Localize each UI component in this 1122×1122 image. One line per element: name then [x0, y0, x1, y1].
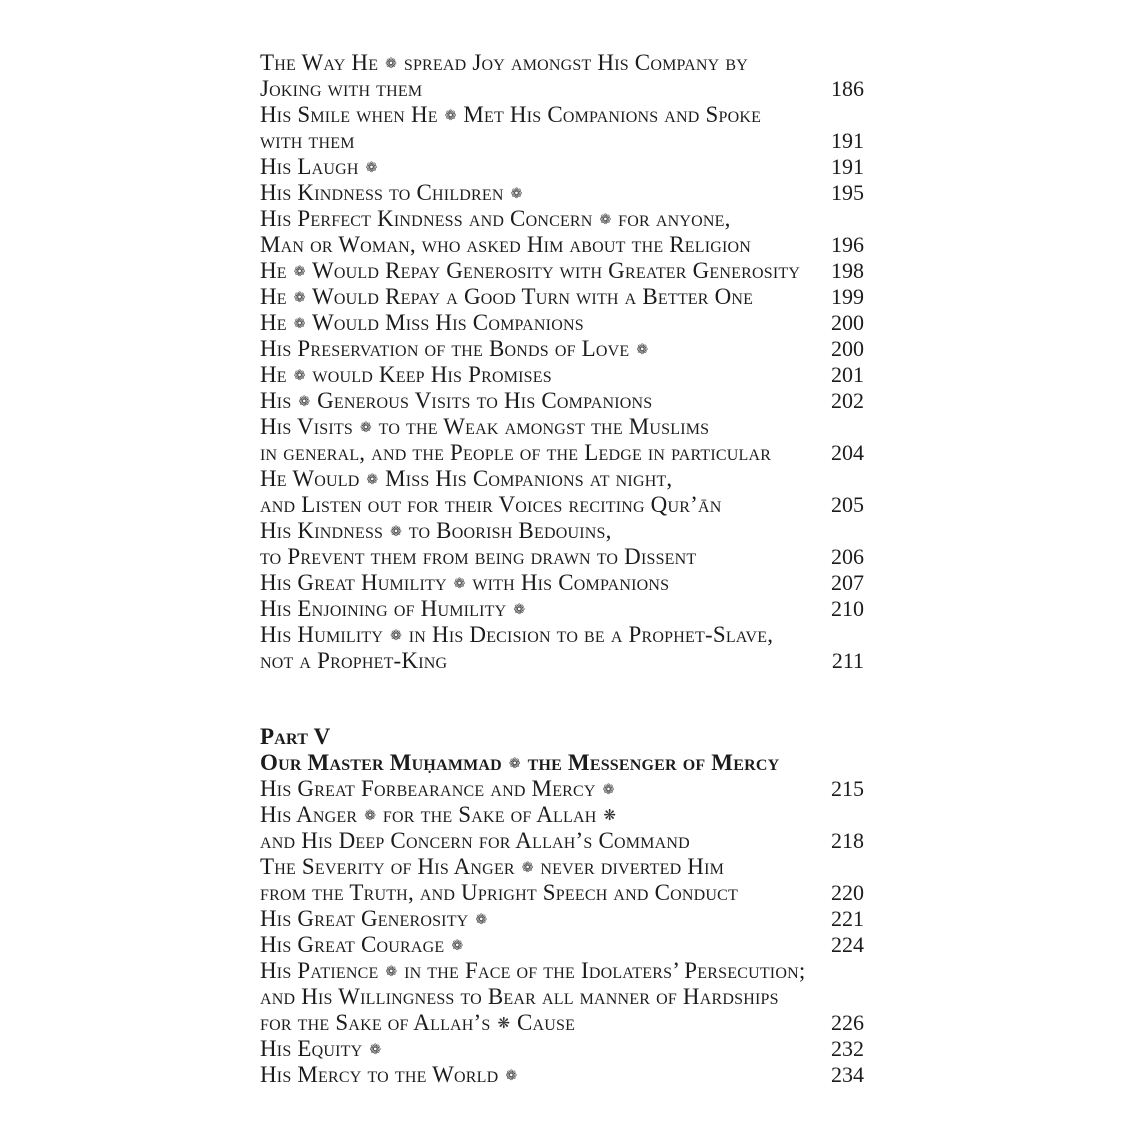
page-number: 196	[831, 232, 864, 257]
toc-line	[260, 232, 864, 258]
toc-entry-text: His Anger ❁ for the Sake of Allah ❋	[260, 802, 616, 827]
toc-line	[260, 802, 864, 828]
azza-wa-jall-symbol: ❋	[603, 806, 616, 824]
toc-entry-text: His Great Forbearance and Mercy ❁	[260, 776, 615, 801]
toc-entry-text: His Great Courage ❁	[260, 932, 464, 957]
toc-line	[260, 466, 864, 492]
pbuh-symbol: ❁	[365, 160, 378, 176]
pbuh-symbol: ❁	[366, 472, 379, 488]
toc-line	[260, 76, 864, 102]
toc-line	[260, 206, 864, 232]
page-number: 199	[831, 284, 864, 309]
toc-line	[260, 544, 864, 570]
toc-entry-text: He ❁ Would Repay Generosity with Greater Generosity	[260, 258, 801, 283]
pbuh-symbol: ❁	[510, 186, 523, 202]
page-number: 205	[831, 492, 864, 517]
toc-line	[260, 414, 864, 440]
pbuh-symbol: ❁	[385, 964, 398, 980]
page-number: 232	[831, 1036, 864, 1061]
page-number: 186	[831, 76, 864, 101]
page-number: 210	[831, 596, 864, 621]
toc-line	[260, 1062, 864, 1088]
pbuh-symbol: ❁	[508, 756, 521, 772]
toc-line	[260, 880, 864, 906]
page-number: 215	[831, 776, 864, 801]
azza-wa-jall-symbol: ❋	[497, 1014, 511, 1032]
toc-entry-text: and Listen out for their Voices reciting Qur’ān	[260, 492, 722, 517]
toc-entry-text: in general, and the People of the Ledge in particular	[260, 440, 772, 465]
page-number: 204	[831, 440, 864, 465]
pbuh-symbol: ❁	[293, 368, 306, 384]
toc-entry-text: and His Deep Concern for Allah’s Command	[260, 828, 690, 853]
toc-line	[260, 492, 864, 518]
pbuh-symbol: ❁	[359, 420, 372, 436]
page-number: 224	[831, 932, 864, 957]
page-number: 221	[831, 906, 864, 931]
pbuh-symbol: ❁	[369, 1042, 382, 1058]
toc-entry-text: Our Master Muḥammad ❁ the Messenger of Mercy	[260, 750, 780, 775]
toc-entry-text: and His Willingness to Bear all manner of Hardships	[260, 984, 779, 1009]
toc-entry-text: for the Sake of Allah’s ❋ Cause	[260, 1010, 576, 1035]
toc-entry-text: Part V	[260, 724, 331, 749]
toc-entry-text: His Great Generosity ❁	[260, 906, 488, 931]
toc-line	[260, 932, 864, 958]
table-of-contents	[260, 50, 864, 1088]
toc-line	[260, 984, 864, 1010]
page-number: 211	[831, 648, 864, 673]
toc-entry-text: His Kindness ❁ to Boorish Bedouins,	[260, 518, 612, 543]
pbuh-symbol: ❁	[293, 316, 306, 332]
pbuh-symbol: ❁	[451, 938, 464, 954]
toc-line	[260, 102, 864, 128]
toc-line	[260, 284, 864, 310]
page-number: 201	[831, 362, 864, 387]
toc-entry-text: His Enjoining of Humility ❁	[260, 596, 526, 621]
toc-entry-text: He ❁ would Keep His Promises	[260, 362, 552, 387]
toc-entry-text: He Would ❁ Miss His Companions at night,	[260, 466, 673, 491]
toc-line	[260, 128, 864, 154]
toc-line	[260, 50, 864, 76]
toc-line	[260, 180, 864, 206]
toc-entry-text: with them	[260, 128, 355, 153]
toc-entry-text: His ❁ Generous Visits to His Companions	[260, 388, 653, 413]
pbuh-symbol: ❁	[453, 576, 466, 592]
page-number: 218	[831, 828, 864, 853]
toc-entry-text: His Kindness to Children ❁	[260, 180, 523, 205]
section-gap	[260, 674, 864, 724]
page-number: 200	[831, 336, 864, 361]
toc-entry-text: He ❁ Would Miss His Companions	[260, 310, 584, 335]
pbuh-symbol: ❁	[521, 860, 534, 876]
pbuh-symbol: ❁	[390, 524, 402, 540]
pbuh-symbol: ❁	[636, 342, 649, 358]
toc-line	[260, 336, 864, 362]
page-number: 200	[831, 310, 864, 335]
toc-line	[260, 154, 864, 180]
toc-entry-text: His Visits ❁ to the Weak amongst the Muslims	[260, 414, 710, 439]
page-number: 191	[831, 128, 864, 153]
toc-line	[260, 362, 864, 388]
page-number: 226	[831, 1010, 864, 1035]
toc-entry-text: His Patience ❁ in the Face of the Idolaters’ Persecution;	[260, 958, 806, 983]
toc-entry-text: His Preservation of the Bonds of Love ❁	[260, 336, 649, 361]
toc-line	[260, 622, 864, 648]
page-number: 234	[831, 1062, 864, 1087]
toc-entry-text: The Severity of His Anger ❁ never diverted Him	[260, 854, 725, 879]
page-number: 206	[831, 544, 864, 569]
toc-line	[260, 854, 864, 880]
toc-entry-text: His Mercy to the World ❁	[260, 1062, 518, 1087]
toc-entry-text: His Humility ❁ in His Decision to be a Prophet-Slave,	[260, 622, 774, 647]
pbuh-symbol: ❁	[293, 290, 306, 306]
toc-line	[260, 1036, 864, 1062]
toc-line	[260, 388, 864, 414]
toc-line	[260, 776, 864, 802]
toc-entry-text: not a Prophet-King	[260, 648, 448, 673]
page-number: 195	[831, 180, 864, 205]
toc-entry-text: from the Truth, and Upright Speech and Conduct	[260, 880, 739, 905]
pbuh-symbol: ❁	[390, 628, 402, 644]
pbuh-symbol: ❁	[513, 602, 526, 618]
pbuh-symbol: ❁	[475, 912, 488, 928]
page-number: 202	[831, 388, 864, 413]
toc-entry-text: Joking with them	[260, 76, 423, 101]
toc-line	[260, 906, 864, 932]
pbuh-symbol: ❁	[385, 56, 397, 72]
part-title	[260, 750, 864, 776]
toc-line	[260, 258, 864, 284]
toc-line	[260, 570, 864, 596]
pbuh-symbol: ❁	[444, 108, 457, 124]
pbuh-symbol: ❁	[364, 808, 376, 824]
toc-entry-text: His Smile when He ❁ Met His Companions and Spoke	[260, 102, 762, 127]
toc-entry-text: His Perfect Kindness and Concern ❁ for anyone,	[260, 206, 731, 231]
pbuh-symbol: ❁	[599, 212, 612, 228]
toc-line	[260, 440, 864, 466]
toc-entry-text: Man or Woman, who asked Him about the Religion	[260, 232, 752, 257]
pbuh-symbol: ❁	[293, 264, 306, 280]
page-number: 198	[831, 258, 864, 283]
toc-line	[260, 518, 864, 544]
toc-line	[260, 310, 864, 336]
pbuh-symbol: ❁	[298, 394, 311, 410]
toc-line	[260, 648, 864, 674]
page-number: 220	[831, 880, 864, 905]
toc-entry-text: His Laugh ❁	[260, 154, 378, 179]
toc-line	[260, 828, 864, 854]
toc-line	[260, 596, 864, 622]
page-number: 207	[831, 570, 864, 595]
part-label	[260, 724, 864, 750]
pbuh-symbol: ❁	[602, 782, 615, 798]
toc-entry-text: to Prevent them from being drawn to Dissent	[260, 544, 697, 569]
toc-entry-text: He ❁ Would Repay a Good Turn with a Better One	[260, 284, 754, 309]
toc-entry-text: The Way He ❁ spread Joy amongst His Company by	[260, 50, 748, 75]
toc-entry-text: His Equity ❁	[260, 1036, 382, 1061]
pbuh-symbol: ❁	[505, 1068, 518, 1084]
toc-entry-text: His Great Humility ❁ with His Companions	[260, 570, 670, 595]
toc-line	[260, 1010, 864, 1036]
toc-line	[260, 958, 864, 984]
page-number: 191	[831, 154, 864, 179]
